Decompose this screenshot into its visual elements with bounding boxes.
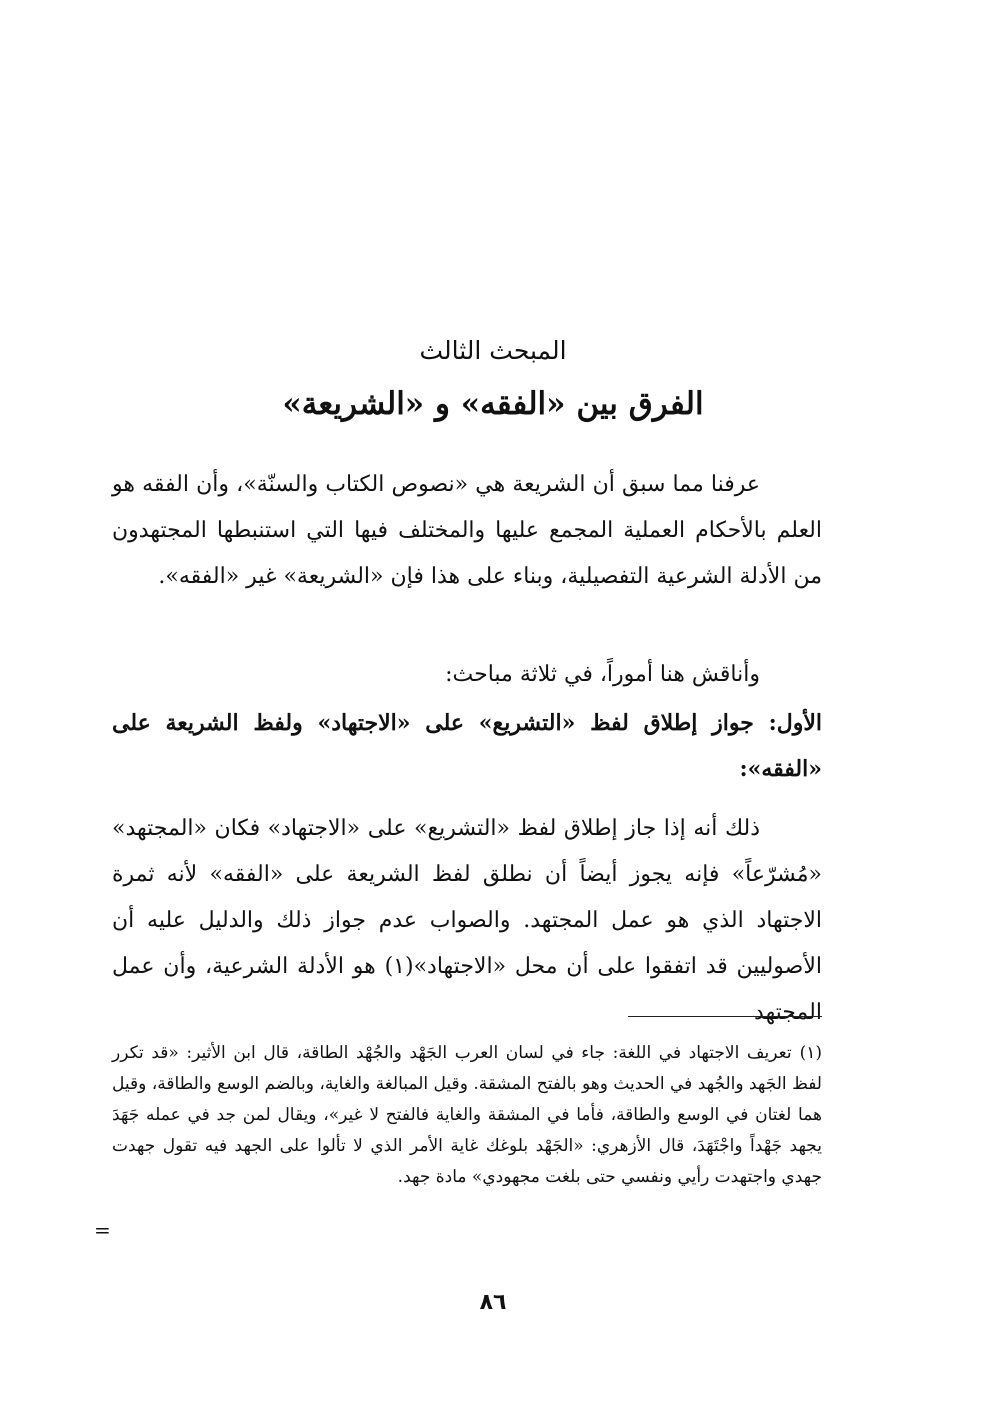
- paragraph-intro: عرفنا مما سبق أن الشريعة هي «نصوص الكتاب والسنّة»، وأن الفقه هو العلم بالأحكام العملية المجمع عليها والمختلف فيها التي استنبطها المجتهدون من الأدلة الشرعية التفصيلية، وبناء على هذا فإن «الشريعة» غير «الفقه».: [112, 472, 822, 589]
- footnote-number: (١): [799, 1043, 822, 1063]
- subheading-first: الأول: جواز إطلاق لفظ «التشريع» على «الاجتهاد» ولفظ الشريعة على «الفقه»:: [112, 710, 822, 782]
- footnote-text: تعريف الاجتهاد في اللغة: جاء في لسان العرب الجَهْد والجُهْد الطاقة، قال ابن الأثير: «قد تكرر لفظ الجَهد والجُهد في الحديث وهو بالفتح المشقة. وقيل المبالغة والغاية، وبالضم الوسع والطاقة، وقيل هما لغتان في الوسع والطاقة، فأما في المشقة والغاية فالفتح لا غير»، ويقال لمن جد في عمله جَهَدَ يجهد جَهْداً واجْتَهَدَ، قال الأزهري: «الجَهْد بلوغك غاية الأمر الذي لا تألوا على الجهد فيه تقول جهدت جهدي واجتهدت رأيي ونفسي حتى بلغت مجهودي» مادة جهد.: [112, 1043, 822, 1187]
- continuation-mark: =: [94, 1218, 111, 1242]
- page-number: ٨٦: [479, 1290, 507, 1315]
- footnote: [112, 1038, 822, 1193]
- paragraph-argument: ذلك أنه إذا جاز إطلاق لفظ «التشريع» على «الاجتهاد» فكان «المجتهد» «مُشرّعاً» فإنه يجوز أيضاً أن نطلق لفظ الشريعة على «الفقه» لأنه ثمرة الاجتهاد الذي هو عمل المجتهد. والصواب عدم جواز ذلك والدليل عليه أن الأصوليين قد اتفقوا على أن محل «الاجتهاد»(١) هو الأدلة الشرعية، وأن عمل المجتهد: [112, 816, 822, 1025]
- footnote-divider: [628, 1016, 822, 1017]
- paragraph-topics: وأناقش هنا أموراً، في ثلاثة مباحث:: [445, 662, 760, 687]
- section-title: الفرق بين «الفقه» و «الشريعة»: [282, 386, 704, 422]
- section-label: المبحث الثالث: [419, 336, 567, 365]
